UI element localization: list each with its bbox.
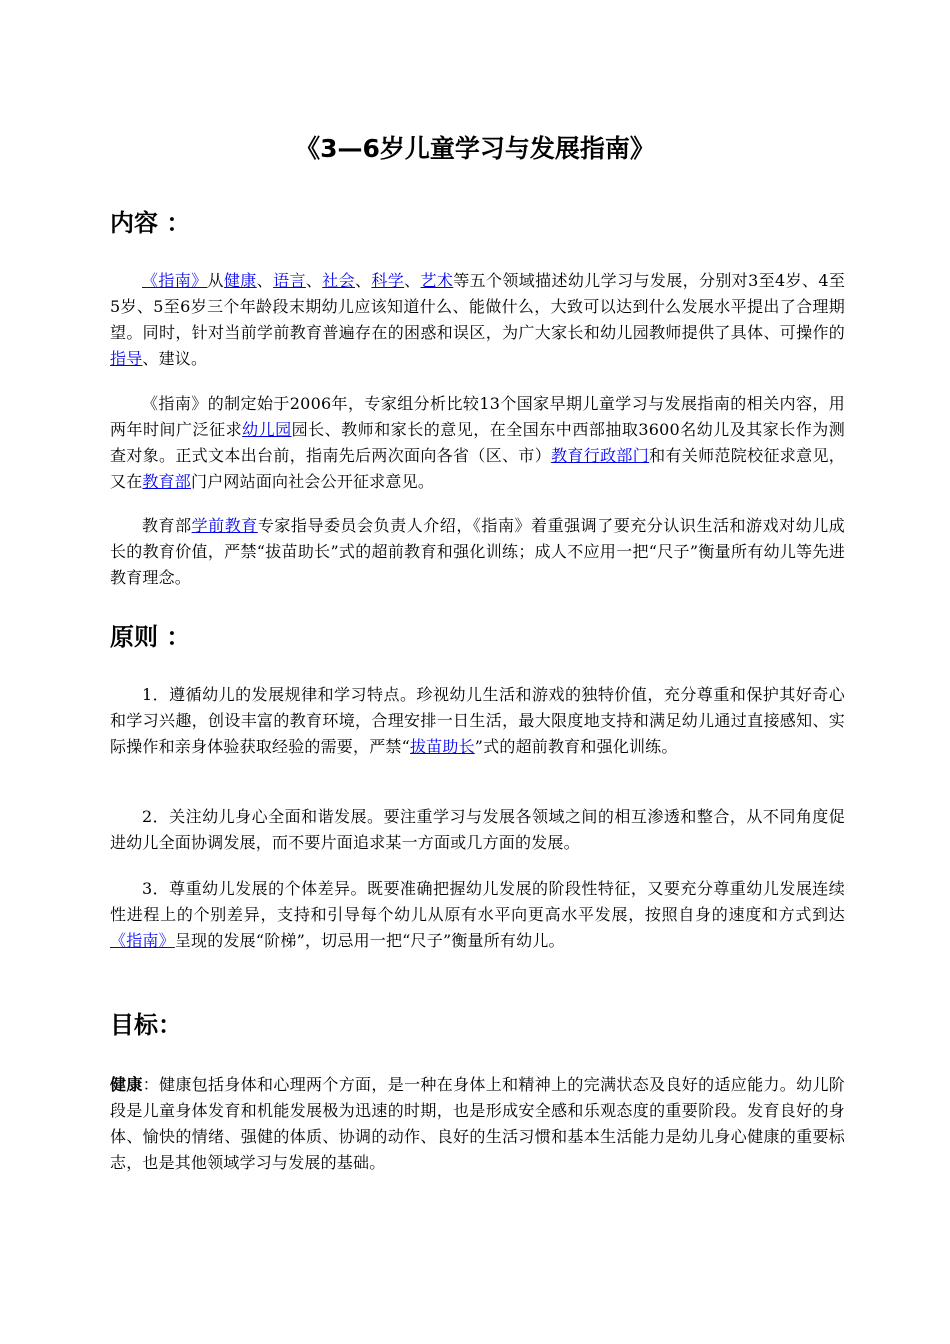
principle-1 xyxy=(110,682,845,760)
content-paragraph-3 xyxy=(110,513,845,591)
text: 从 xyxy=(207,271,224,290)
text: 门户网站面向社会公开征求意见。 xyxy=(191,472,435,491)
separator: 、 xyxy=(256,271,274,290)
link-guide[interactable]: 《指南》 xyxy=(110,931,175,950)
text: 呈现的发展“阶梯”，切忌用一把“尺子”衡量所有幼儿。 xyxy=(174,931,565,950)
link-society[interactable]: 社会 xyxy=(322,271,355,290)
separator: 、 xyxy=(404,271,421,290)
goal-health-paragraph xyxy=(110,1072,845,1176)
text: 和有关师范院校征求意见，又在 xyxy=(110,446,846,491)
link-guide[interactable]: 《指南》 xyxy=(142,271,208,290)
page-title: 《3—6岁儿童学习与发展指南》 xyxy=(295,134,655,163)
heading-goals: 目标： xyxy=(110,1011,182,1039)
term-health: 健康 xyxy=(110,1075,143,1094)
link-preschool-education[interactable]: 学前教育 xyxy=(191,516,258,535)
link-education-admin[interactable]: 教育行政部门 xyxy=(551,446,650,465)
text: 教育部 xyxy=(142,516,192,535)
text: 2．关注幼儿身心全面和谐发展。要注重学习与发展各领域之间的相互渗透和整合，从不同角度促进幼儿全面协调发展，而不要片面追求某一方面或几方面的发展。 xyxy=(110,807,845,852)
principle-3 xyxy=(110,876,845,954)
link-ministry-of-education[interactable]: 教育部 xyxy=(142,472,192,491)
heading-principles: 原则 ： xyxy=(110,623,191,651)
content-paragraph-1 xyxy=(110,268,845,372)
text: 《指南》的制定始于2006年，专家组分析比较13个国家早期儿童学习与发展指南的相关内容，用两年时间广泛征求 xyxy=(110,394,845,439)
heading-content: 内容 ： xyxy=(110,209,191,237)
text: 、建议。 xyxy=(142,349,208,368)
text: 园长、教师和家长的意见，在全国东中西部抽取3600名幼儿及其家长作为测查对象。正式文本出台前，指南先后两次面向各省（区、市） xyxy=(110,420,845,465)
link-health[interactable]: 健康 xyxy=(223,271,257,290)
link-science[interactable]: 科学 xyxy=(371,271,405,290)
principle-2 xyxy=(110,804,845,856)
separator: 、 xyxy=(305,271,323,290)
link-guidance[interactable]: 指导 xyxy=(110,349,143,368)
text: 等五个领域描述幼儿学习与发展，分别对3至4岁、4至5岁、5至6岁三个年龄段末期幼儿应该知道什么、能做什么，大致可以达到什么发展水平提出了合理期望。同时，针对当前学前教育普遍存在的困惑和误区，为广大家长和幼儿园教师提供了具体、可操作的 xyxy=(110,271,846,342)
content-paragraph-2 xyxy=(110,391,845,495)
link-art[interactable]: 艺术 xyxy=(420,271,454,290)
link-language[interactable]: 语言 xyxy=(273,271,306,290)
text: 1．遵循幼儿的发展规律和学习特点。珍视幼儿生活和游戏的独特价值，充分尊重和保护其好奇心和学习兴趣，创设丰富的教育环境，合理安排一日生活，最大限度地支持和满足幼儿通过直接感知、实际操作和亲身体验获取经验的需要，严禁“ xyxy=(110,685,845,756)
separator: 、 xyxy=(354,271,372,290)
text: 3．尊重幼儿发展的个体差异。既要准确把握幼儿发展的阶段性特征，又要充分尊重幼儿发展连续性进程上的个别差异，支持和引导每个幼儿从原有水平向更高水平发展，按照自身的速度和方式到达 xyxy=(110,879,845,924)
text: ”式的超前教育和强化训练。 xyxy=(474,737,678,756)
text: 专家指导委员会负责人介绍，《指南》着重强调了要充分认识生活和游戏对幼儿成长的教育价值，严禁“拔苗助长”式的超前教育和强化训练；成人不应用一把“尺子”衡量所有幼儿等先进教育理念。 xyxy=(110,516,845,587)
text: ：健康包括身体和心理两个方面，是一种在身体上和精神上的完满状态及良好的适应能力。幼儿阶段是儿童身体发育和机能发展极为迅速的时期，也是形成安全感和乐观态度的重要阶段。发育良好的身体、愉快的情绪、强健的体质、协调的动作、良好的生活习惯和基本生活能力是幼儿身心健康的重要标志，也是其他领域学习与发展的基础。 xyxy=(110,1075,846,1172)
link-kindergarten[interactable]: 幼儿园 xyxy=(242,420,292,439)
link-bamiao-zhuzhang[interactable]: 拔苗助长 xyxy=(409,737,475,756)
